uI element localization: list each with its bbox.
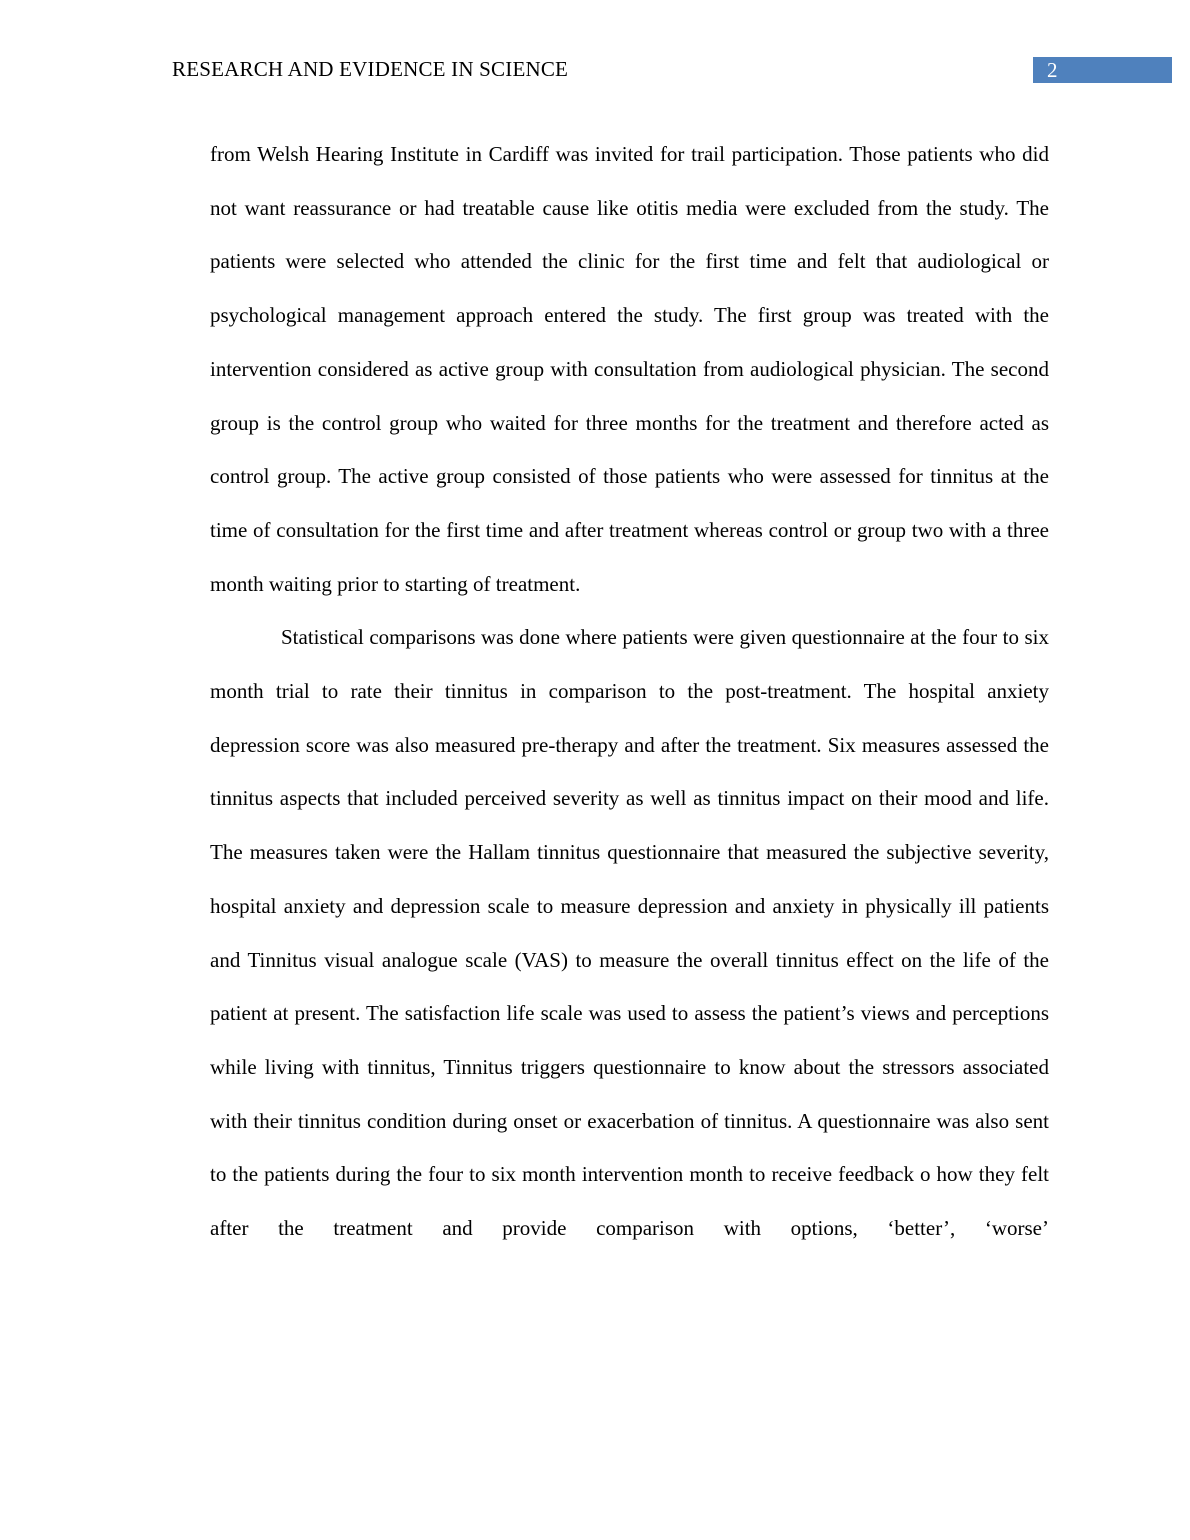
body-paragraph-1: from Welsh Hearing Institute in Cardiff was invited for trail participation. Those patients who did not want reassurance or had treatable cause like otitis media were excluded from the study. The patients were selected who attended the clinic for the first time and felt that audiological or psychological management approach entered the study. The first group was treated with the intervention considered as active group with consultation from audiological physician. The second group is the control group who waited for three months for the treatment and therefore acted as control group. The active group consisted of those patients who were assessed for tinnitus at the time of consultation for the first time and after treatment whereas control or group two with a three month waiting prior to starting of treatment. (210, 142, 1049, 596)
page-number-box (1033, 57, 1172, 83)
header-title: RESEARCH AND EVIDENCE IN SCIENCE (172, 57, 569, 81)
body-paragraph-2: Statistical comparisons was done where patients were given questionnaire at the four to six month trial to rate their tinnitus in comparison to the post-treatment. The hospital anxiety depression score was also measured pre-therapy and after the treatment. Six measures assessed the tinnitus aspects that included perceived severity as well as tinnitus impact on their mood and life. The measures taken were the Hallam tinnitus questionnaire that measured the subjective severity, hospital anxiety and depression scale to measure depression and anxiety in physically ill patients and Tinnitus visual analogue scale (VAS) to measure the overall tinnitus effect on the life of the patient at present. The satisfaction life scale was used to assess the patient’s views and perceptions while living with tinnitus, Tinnitus triggers questionnaire to know about the stressors associated with their tinnitus condition during onset or exacerbation of tinnitus. A questionnaire was also sent to the patients during the four to six month intervention month to receive feedback o how they felt after the treatment and provide comparison with options, ‘better’, ‘worse’ (210, 625, 1049, 1241)
document-body (210, 128, 1049, 1256)
page-number: 2 (1047, 58, 1058, 82)
